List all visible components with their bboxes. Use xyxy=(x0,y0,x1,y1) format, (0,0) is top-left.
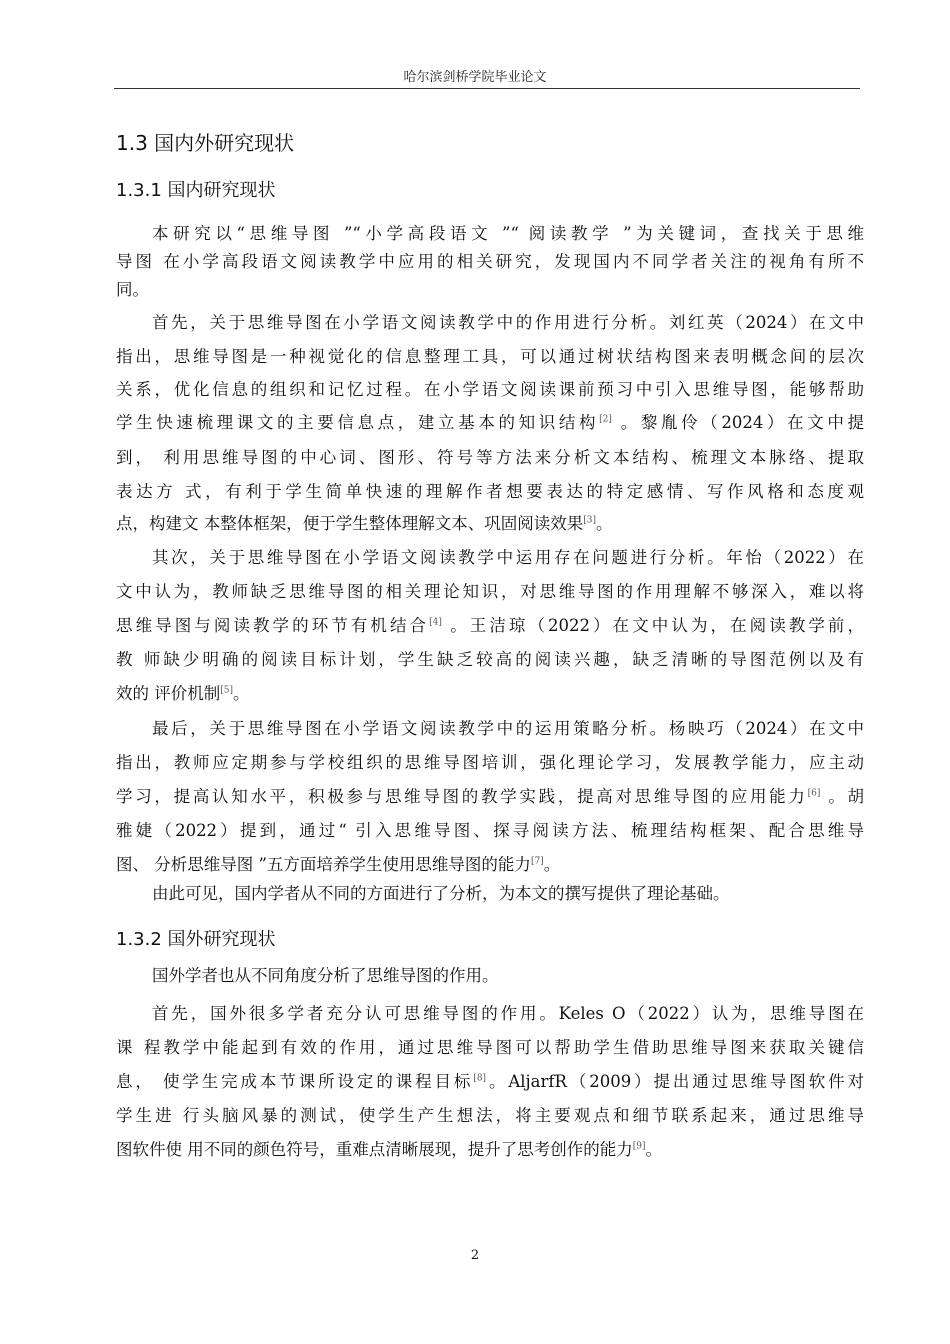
text-line xyxy=(116,786,864,808)
text-segment: 学生快速梳理课文的主要信息点，建立基本的知识结构 xyxy=(116,413,600,432)
text-line xyxy=(116,581,864,603)
text-segment: 。黎胤伶（2024）在文中提 xyxy=(611,413,864,432)
text-line xyxy=(152,1003,864,1025)
text-line xyxy=(116,1071,864,1093)
text-segment: 课 程教学中能起到有效的作用，通过思维导图可以帮助学生借助思维导图来获取关键信 xyxy=(116,1038,864,1057)
running-header: 哈尔滨剑桥学院毕业论文 xyxy=(403,70,547,85)
text-segment: 点，构建文 本整体框架，便于学生整体理解文本、巩固阅读效果 xyxy=(116,514,584,533)
text-line xyxy=(152,547,864,569)
text-segment: 学习，提高认知水平，积极参与思维导图的教学实践，提高对思维导图的应用能力 xyxy=(116,787,808,806)
section-heading-1-3: 1.3 国内外研究现状 xyxy=(116,131,295,155)
text-line xyxy=(116,854,864,876)
text-line xyxy=(116,346,864,368)
text-line xyxy=(116,251,864,273)
text-line xyxy=(152,883,864,905)
text-segment: 。AljarfR（2009）提出通过思维导图软件对 xyxy=(486,1072,864,1091)
citation-ref[interactable]: [9] xyxy=(632,1141,646,1152)
text-segment: 息， 使学生完成本节课所设定的课程目标 xyxy=(116,1072,474,1091)
text-segment: 。胡 xyxy=(820,787,864,806)
text-line xyxy=(116,447,864,469)
text-segment: 关系，优化信息的组织和记忆过程。在小学语文阅读课前预习中引入思维导图，能够帮助 xyxy=(116,380,864,399)
text-line xyxy=(116,820,864,842)
text-line xyxy=(116,379,864,401)
text-segment: 。 xyxy=(233,684,250,703)
text-line xyxy=(116,649,864,671)
text-line xyxy=(116,615,864,637)
citation-ref[interactable]: [2] xyxy=(599,414,612,425)
text-segment: 国外学者也从不同角度分析了思维导图的作用。 xyxy=(152,966,499,985)
page-number: 2 xyxy=(470,1248,480,1263)
citation-ref[interactable]: [8] xyxy=(473,1073,487,1084)
text-segment: 指出，教师应定期参与学校组织的思维导图培训，强化理论学习，发展教学能力，应主动 xyxy=(116,753,864,772)
text-line xyxy=(116,683,864,705)
citation-ref[interactable]: [3] xyxy=(583,515,596,526)
text-line xyxy=(152,965,864,987)
text-segment: 效的 评价机制 xyxy=(116,684,221,703)
text-segment: 图软件使 用不同的颜色符号，重难点清晰展现，提升了思考创作的能力 xyxy=(116,1140,633,1159)
header-rule xyxy=(114,88,860,89)
text-segment: 到， 利用思维导图的中心词、图形、符号等方法来分析文本结构、梳理文本脉络、提取 xyxy=(116,448,864,467)
section-heading-1-3-1: 1.3.1 国内研究现状 xyxy=(116,180,276,201)
citation-ref[interactable]: [6] xyxy=(807,788,821,799)
text-segment: 。 xyxy=(645,1140,662,1159)
text-segment: 首先，关于思维导图在小学语文阅读教学中的作用进行分析。刘红英（2024）在文中 xyxy=(152,313,864,332)
text-line xyxy=(116,1139,864,1161)
text-line xyxy=(116,412,864,434)
text-segment: 雅婕（2022）提到，通过“ 引入思维导图、探寻阅读方法、梳理结构框架、配合思维导 xyxy=(116,821,864,840)
text-segment: 学生进 行头脑风暴的测试，使学生产生想法，将主要观点和细节联系起来，通过思维导 xyxy=(116,1106,864,1125)
text-segment: 思维导图与阅读教学的环节有机结合 xyxy=(116,616,430,635)
citation-ref[interactable]: [7] xyxy=(530,856,544,867)
text-line xyxy=(116,279,864,301)
text-line xyxy=(116,481,864,503)
text-line xyxy=(152,718,864,740)
citation-ref[interactable]: [5] xyxy=(220,685,233,696)
text-segment: 其次，关于思维导图在小学语文阅读教学中运用存在问题进行分析。年怡（2022）在 xyxy=(152,548,864,567)
text-line xyxy=(152,223,864,245)
text-line xyxy=(116,752,864,774)
text-segment: 导图 在小学高段语文阅读教学中应用的相关研究，发现国内不同学者关注的视角有所不 xyxy=(116,252,864,271)
text-segment: 教 师缺少明确的阅读目标计划，学生缺乏较高的阅读兴趣，缺乏清晰的导图范例以及有 xyxy=(116,650,864,669)
text-segment: 文中认为，教师缺乏思维导图的相关理论知识，对思维导图的作用理解不够深入，难以将 xyxy=(116,582,864,601)
text-segment: 。 xyxy=(596,514,613,533)
text-segment: 。王洁琼（2022）在文中认为，在阅读教学前， xyxy=(441,616,864,635)
section-heading-1-3-2: 1.3.2 国外研究现状 xyxy=(116,929,276,950)
text-segment: 首先，国外很多学者充分认可思维导图的作用。Keles O（2022）认为，思维导图在 xyxy=(152,1004,864,1023)
text-line xyxy=(116,1105,864,1127)
citation-ref[interactable]: [4] xyxy=(429,617,442,628)
text-segment: 本研究以“思维导图 ”“小学高段语文 ”“ 阅读教学 ”为关键词，查找关于思维 xyxy=(152,224,864,243)
text-segment: 。 xyxy=(543,855,561,874)
text-line xyxy=(152,312,864,334)
text-segment: 由此可见，国内学者从不同的方面进行了分析，为本文的撰写提供了理论基础。 xyxy=(152,884,730,903)
text-line xyxy=(116,1037,864,1059)
text-segment: 表达方 式，有利于学生简单快速的理解作者想要表达的特定感情、写作风格和态度观 xyxy=(116,482,864,501)
text-segment: 指出，思维导图是一种视觉化的信息整理工具，可以通过树状结构图来表明概念间的层次 xyxy=(116,347,864,366)
text-segment: 最后，关于思维导图在小学语文阅读教学中的运用策略分析。杨映巧（2024）在文中 xyxy=(152,719,864,738)
text-segment: 同。 xyxy=(116,280,149,299)
text-line xyxy=(116,513,864,535)
text-segment: 图、 分析思维导图 ”五方面培养学生使用思维导图的能力 xyxy=(116,855,531,874)
